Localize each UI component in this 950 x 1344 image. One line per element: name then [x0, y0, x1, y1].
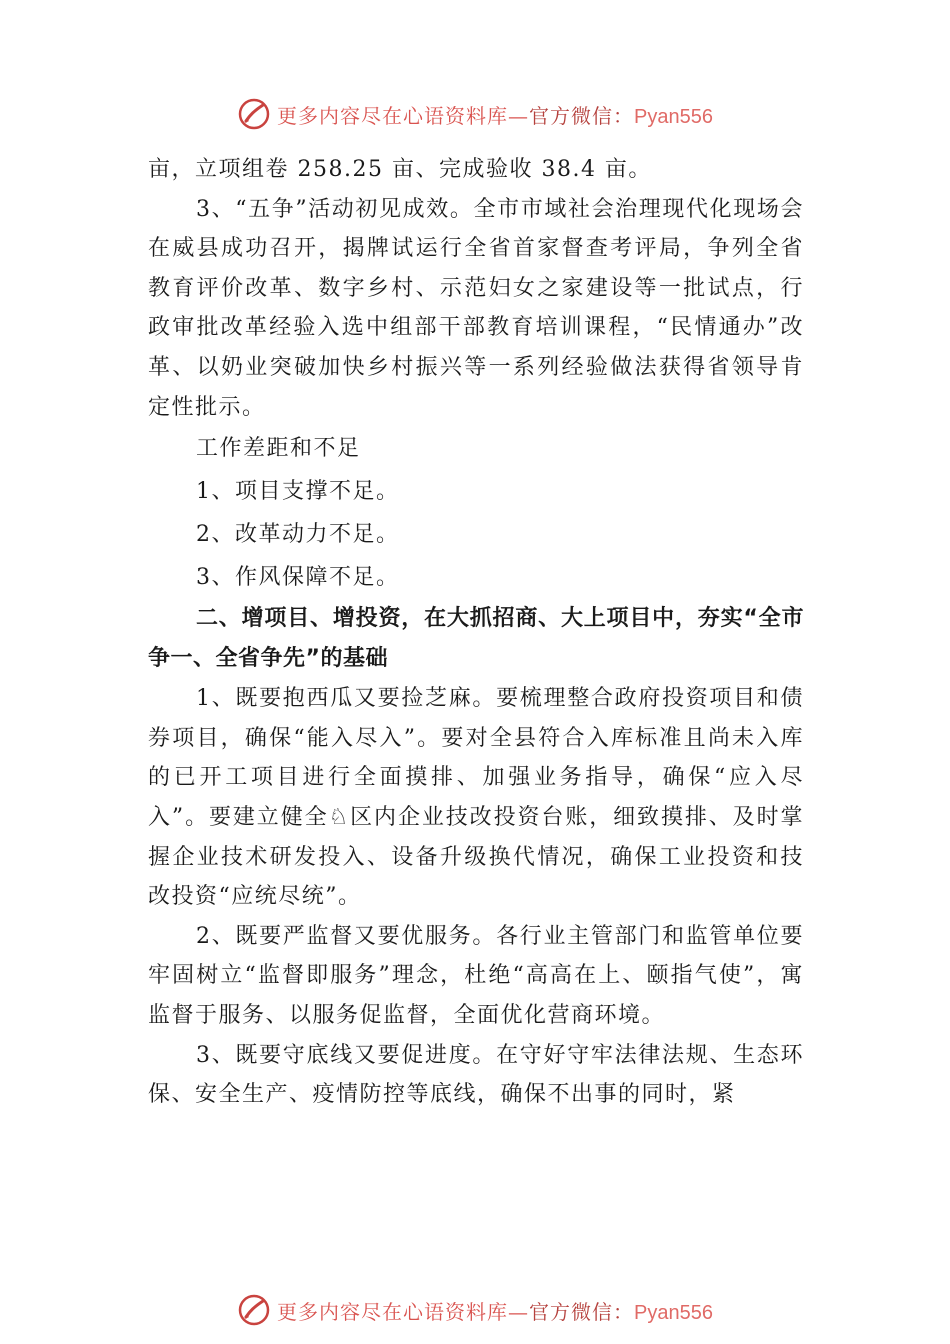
banner-text: 更多内容尽在心语资料库—官方微信：Pyan556 — [277, 1299, 713, 1324]
brush-logo-icon — [237, 97, 271, 131]
brush-logo-icon — [237, 1293, 271, 1327]
subheading-gaps: 工作差距和不足 — [196, 436, 361, 462]
list-item: 3、作风保障不足。 — [196, 565, 400, 591]
paragraph: 2、既要严监督又要优服务。各行业主管部门和监管单位要牢固树立“监督即服务”理念，杜绝“高高在上、颐指气使”，寓监督于服务、以服务促监督，全面优化营商环境。 — [148, 923, 804, 1028]
paragraph: 3、既要守底线又要促进度。在守好守牢法律法规、生态环保、安全生产、疫情防控等底线，确保不出事的同时，紧 — [148, 1042, 804, 1108]
paragraph-wuzheng: 3、“五争”活动初见成效。全市市域社会治理现代化现场会在威县成功召开，揭牌试运行全省首家督查考评局，争列全省教育评价改革、数字乡村、示范妇女之家建设等一批试点，行政审批改革经验入选中组部干部教育培训课程，“民情通办”改革、以奶业突破加快乡村振兴等一系列经验做法获得省领导肯定性批示。 — [148, 196, 804, 420]
paragraph: 1、既要抱西瓜又要捡芝麻。要梳理整合政府投资项目和债券项目，确保“能入尽入”。要对全县符合入库标准且尚未入库的已开工项目进行全面摸排、加强业务指导，确保“应入尽入”。要建立健全♘区内企业技改投资台账，细致摸排、及时掌握企业技术研发投入、设备升级换代情况，确保工业投资和技改投资“应统尽统”。 — [148, 686, 804, 910]
document-body — [148, 150, 804, 1115]
header-banner — [0, 94, 950, 134]
section-heading: 二、增项目、增投资，在大抓招商、大上项目中，夯实“全市争一、全省争先”的基础 — [148, 606, 804, 672]
banner-text: 更多内容尽在心语资料库—官方微信：Pyan556 — [277, 103, 713, 128]
list-item: 1、项目支撑不足。 — [196, 479, 400, 505]
footer-banner — [0, 1290, 950, 1330]
list-item: 2、改革动力不足。 — [196, 522, 400, 548]
paragraph-continuation: 亩，立项组卷 258.25 亩、完成验收 38.4 亩。 — [148, 157, 652, 182]
